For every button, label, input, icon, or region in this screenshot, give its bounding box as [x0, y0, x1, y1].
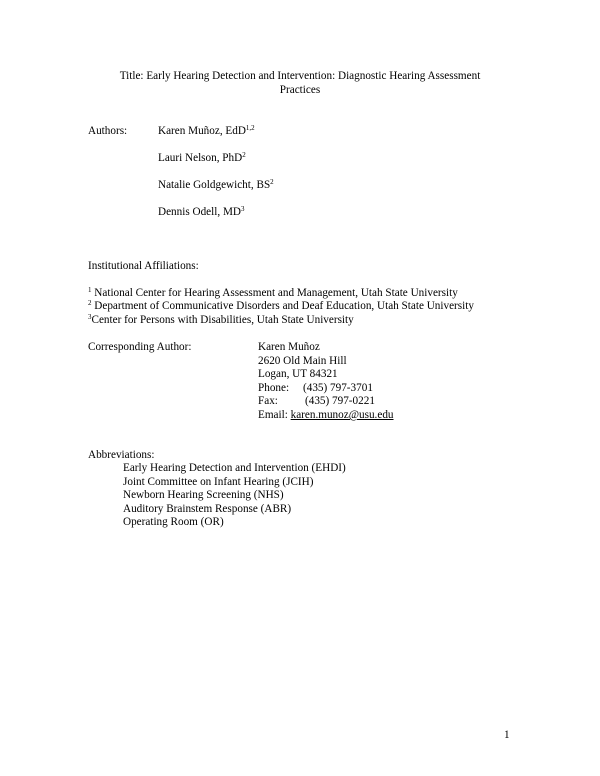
abbreviation-item: Operating Room (OR)	[123, 516, 224, 528]
corresponding-city: Logan, UT 84321	[258, 368, 338, 380]
phone-label: Phone:	[258, 382, 290, 394]
corresponding-phone	[258, 382, 373, 396]
author-2	[158, 152, 246, 166]
affiliation-text: National Center for Hearing Assessment and Management, Utah State University	[94, 287, 458, 299]
author-affiliation-marker: 2	[242, 151, 246, 159]
email-link[interactable]: karen.munoz@usu.edu	[290, 409, 394, 421]
fax-label: Fax:	[258, 395, 278, 407]
affiliation-text: Center for Persons with Disabilities, Utah State University	[91, 314, 354, 326]
affiliation-number: 1	[88, 286, 92, 294]
affiliation-1	[88, 287, 458, 301]
authors-label: Authors:	[88, 125, 128, 137]
paper-title	[88, 70, 512, 97]
corresponding-email	[258, 409, 394, 423]
abbreviations-heading: Abbreviations:	[88, 449, 155, 461]
author-3	[158, 179, 274, 193]
author-name: Natalie Goldgewicht, BS	[158, 179, 271, 191]
page-number: 1	[504, 729, 510, 741]
affiliation-number: 2	[88, 299, 92, 307]
author-affiliation-marker: 2	[270, 178, 274, 186]
affiliation-3	[88, 314, 354, 328]
title-line-2: Practices	[279, 83, 321, 96]
corresponding-fax	[258, 395, 375, 409]
affiliations-heading: Institutional Affiliations:	[88, 260, 199, 272]
affiliation-number: 3	[88, 313, 92, 321]
author-1	[158, 125, 255, 139]
author-name: Lauri Nelson, PhD	[158, 152, 243, 164]
abbreviation-item: Joint Committee on Infant Hearing (JCIH)	[123, 476, 314, 488]
author-affiliation-marker: 1,2	[245, 124, 255, 132]
author-4	[158, 206, 244, 220]
author-name: Karen Muñoz, EdD	[158, 125, 246, 137]
author-affiliation-marker: 3	[240, 205, 245, 213]
title-line-1: Title: Early Hearing Detection and Intervention: Diagnostic Hearing Assessment	[119, 70, 481, 82]
fax-value: (435) 797-0221	[305, 395, 375, 407]
author-name: Dennis Odell, MD	[158, 206, 241, 218]
abbreviation-item: Auditory Brainstem Response (ABR)	[123, 503, 292, 515]
phone-value: (435) 797-3701	[303, 382, 373, 394]
corresponding-street: 2620 Old Main Hill	[258, 355, 347, 367]
corresponding-author-label: Corresponding Author:	[88, 341, 192, 353]
abbreviation-item: Newborn Hearing Screening (NHS)	[123, 489, 284, 501]
corresponding-name: Karen Muñoz	[258, 341, 320, 353]
affiliation-2	[88, 300, 474, 314]
abbreviation-item: Early Hearing Detection and Intervention (EHDI)	[123, 462, 346, 474]
affiliation-text: Department of Communicative Disorders and Deaf Education, Utah State University	[94, 300, 474, 312]
email-label: Email:	[258, 409, 288, 421]
